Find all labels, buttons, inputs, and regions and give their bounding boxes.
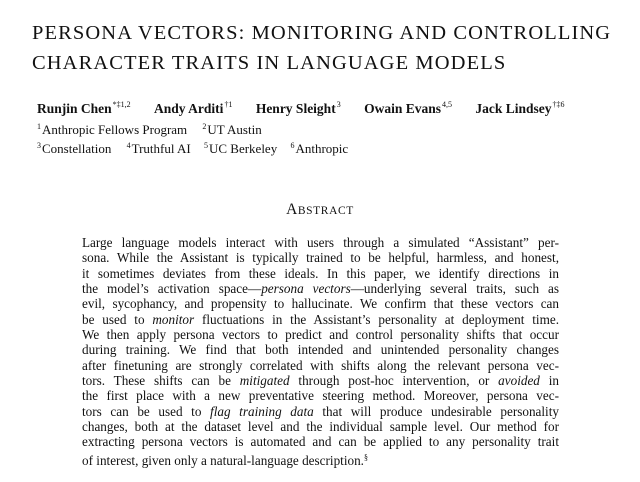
author-marks: 3: [336, 100, 341, 109]
abstract-line: be used to monitor fluctuations in the Assistant’s personality at deployment time.: [82, 311, 559, 327]
affiliation: [202, 122, 261, 138]
emphasis: avoided: [498, 373, 540, 389]
affiliations-line-2: [37, 141, 597, 157]
author: [154, 100, 232, 117]
affiliation-number: 6: [290, 141, 295, 150]
affiliation-name: Constellation: [42, 141, 112, 156]
affiliation: [37, 141, 111, 157]
affiliations-line-1: [37, 122, 597, 138]
author: [37, 100, 131, 117]
abstract-line: it sometimes deviates from these ideals. In this paper, we identify directions in: [82, 265, 559, 281]
affiliation: [204, 141, 277, 157]
author: [475, 100, 564, 117]
paper-title: [32, 18, 632, 78]
abstract-line: tors. These shifts can be mitigated through post-hoc intervention, or avoided in: [82, 373, 559, 389]
author-list: [37, 100, 637, 117]
author-name: Henry Sleight: [255, 101, 336, 116]
abstract-line: Large language models interact with users through a simulated “Assistant” per-: [82, 235, 559, 250]
abstract-body: [82, 235, 559, 468]
affiliation-name: UC Berkeley: [208, 141, 278, 156]
author-name: Andy Arditi: [154, 101, 224, 116]
author-name: Owain Evans: [364, 101, 441, 116]
author-name: Jack Lindsey: [475, 101, 552, 116]
emphasis: monitor: [152, 311, 195, 327]
author-name: Runjin Chen: [37, 101, 112, 116]
affiliation-name: UT Austin: [207, 122, 262, 137]
abstract-line: the first place with a new preventative steering method. Moreover, persona vec-: [82, 388, 559, 404]
affiliation-number: 4: [126, 141, 131, 150]
author-marks: †1: [224, 100, 233, 109]
abstract-line: extracting persona vectors is automated and can be applied to any personality trait: [82, 434, 559, 450]
abstract-line: during training. We find that both intended and unintended personality changes: [82, 342, 559, 358]
emphasis: mitigated: [239, 373, 290, 389]
abstract-line: of interest, given only a natural-language description.§: [82, 452, 368, 468]
author-marks: *‡1,2: [112, 100, 131, 109]
affiliation-number: 2: [202, 122, 207, 131]
emphasis: flag training data: [210, 403, 314, 419]
abstract-line: after finetuning are strongly correlated with shifts along the relevant persona vec-: [82, 357, 559, 373]
affiliation-number: 5: [203, 141, 208, 150]
abstract-heading: ABSTRACT: [286, 201, 354, 218]
abstract-line: sona. While the Assistant is typically trained to be helpful, harmless, and honest,: [82, 250, 559, 266]
affiliation-name: Anthropic Fellows Program: [42, 122, 188, 137]
author-marks: 4,5: [441, 100, 452, 109]
author-marks: †‡6: [552, 100, 565, 109]
author: [364, 100, 452, 117]
emphasis: persona vectors: [261, 281, 351, 297]
footnote-mark: §: [363, 452, 368, 462]
affiliation: [37, 122, 187, 138]
abstract-line: tors can be used to flag training data that will produce undesirable personality: [82, 403, 559, 419]
title-line-2: CHARACTER TRAITS IN LANGUAGE MODELS: [32, 52, 507, 74]
affiliation-number: 1: [37, 122, 41, 131]
abstract-line: We then apply persona vectors to predict and control personality shifts that occur: [82, 327, 559, 343]
affiliation-name: Anthropic: [295, 141, 349, 156]
author: [256, 100, 341, 117]
affiliation: [290, 141, 348, 157]
affiliation-name: Truthful AI: [131, 141, 191, 156]
abstract-line: evil, sycophancy, and propensity to hallucinate. We confirm that these vectors can: [82, 296, 559, 312]
title-line-1: PERSONA VECTORS: MONITORING AND CONTROLLING: [32, 22, 612, 44]
affiliation-number: 3: [37, 141, 41, 150]
abstract-line: changes, both at the dataset level and the individual sample level. Our method for: [82, 419, 559, 435]
abstract-line: the model’s activation space—persona vectors—underlying several traits, such as: [82, 281, 559, 297]
affiliation: [127, 141, 191, 157]
